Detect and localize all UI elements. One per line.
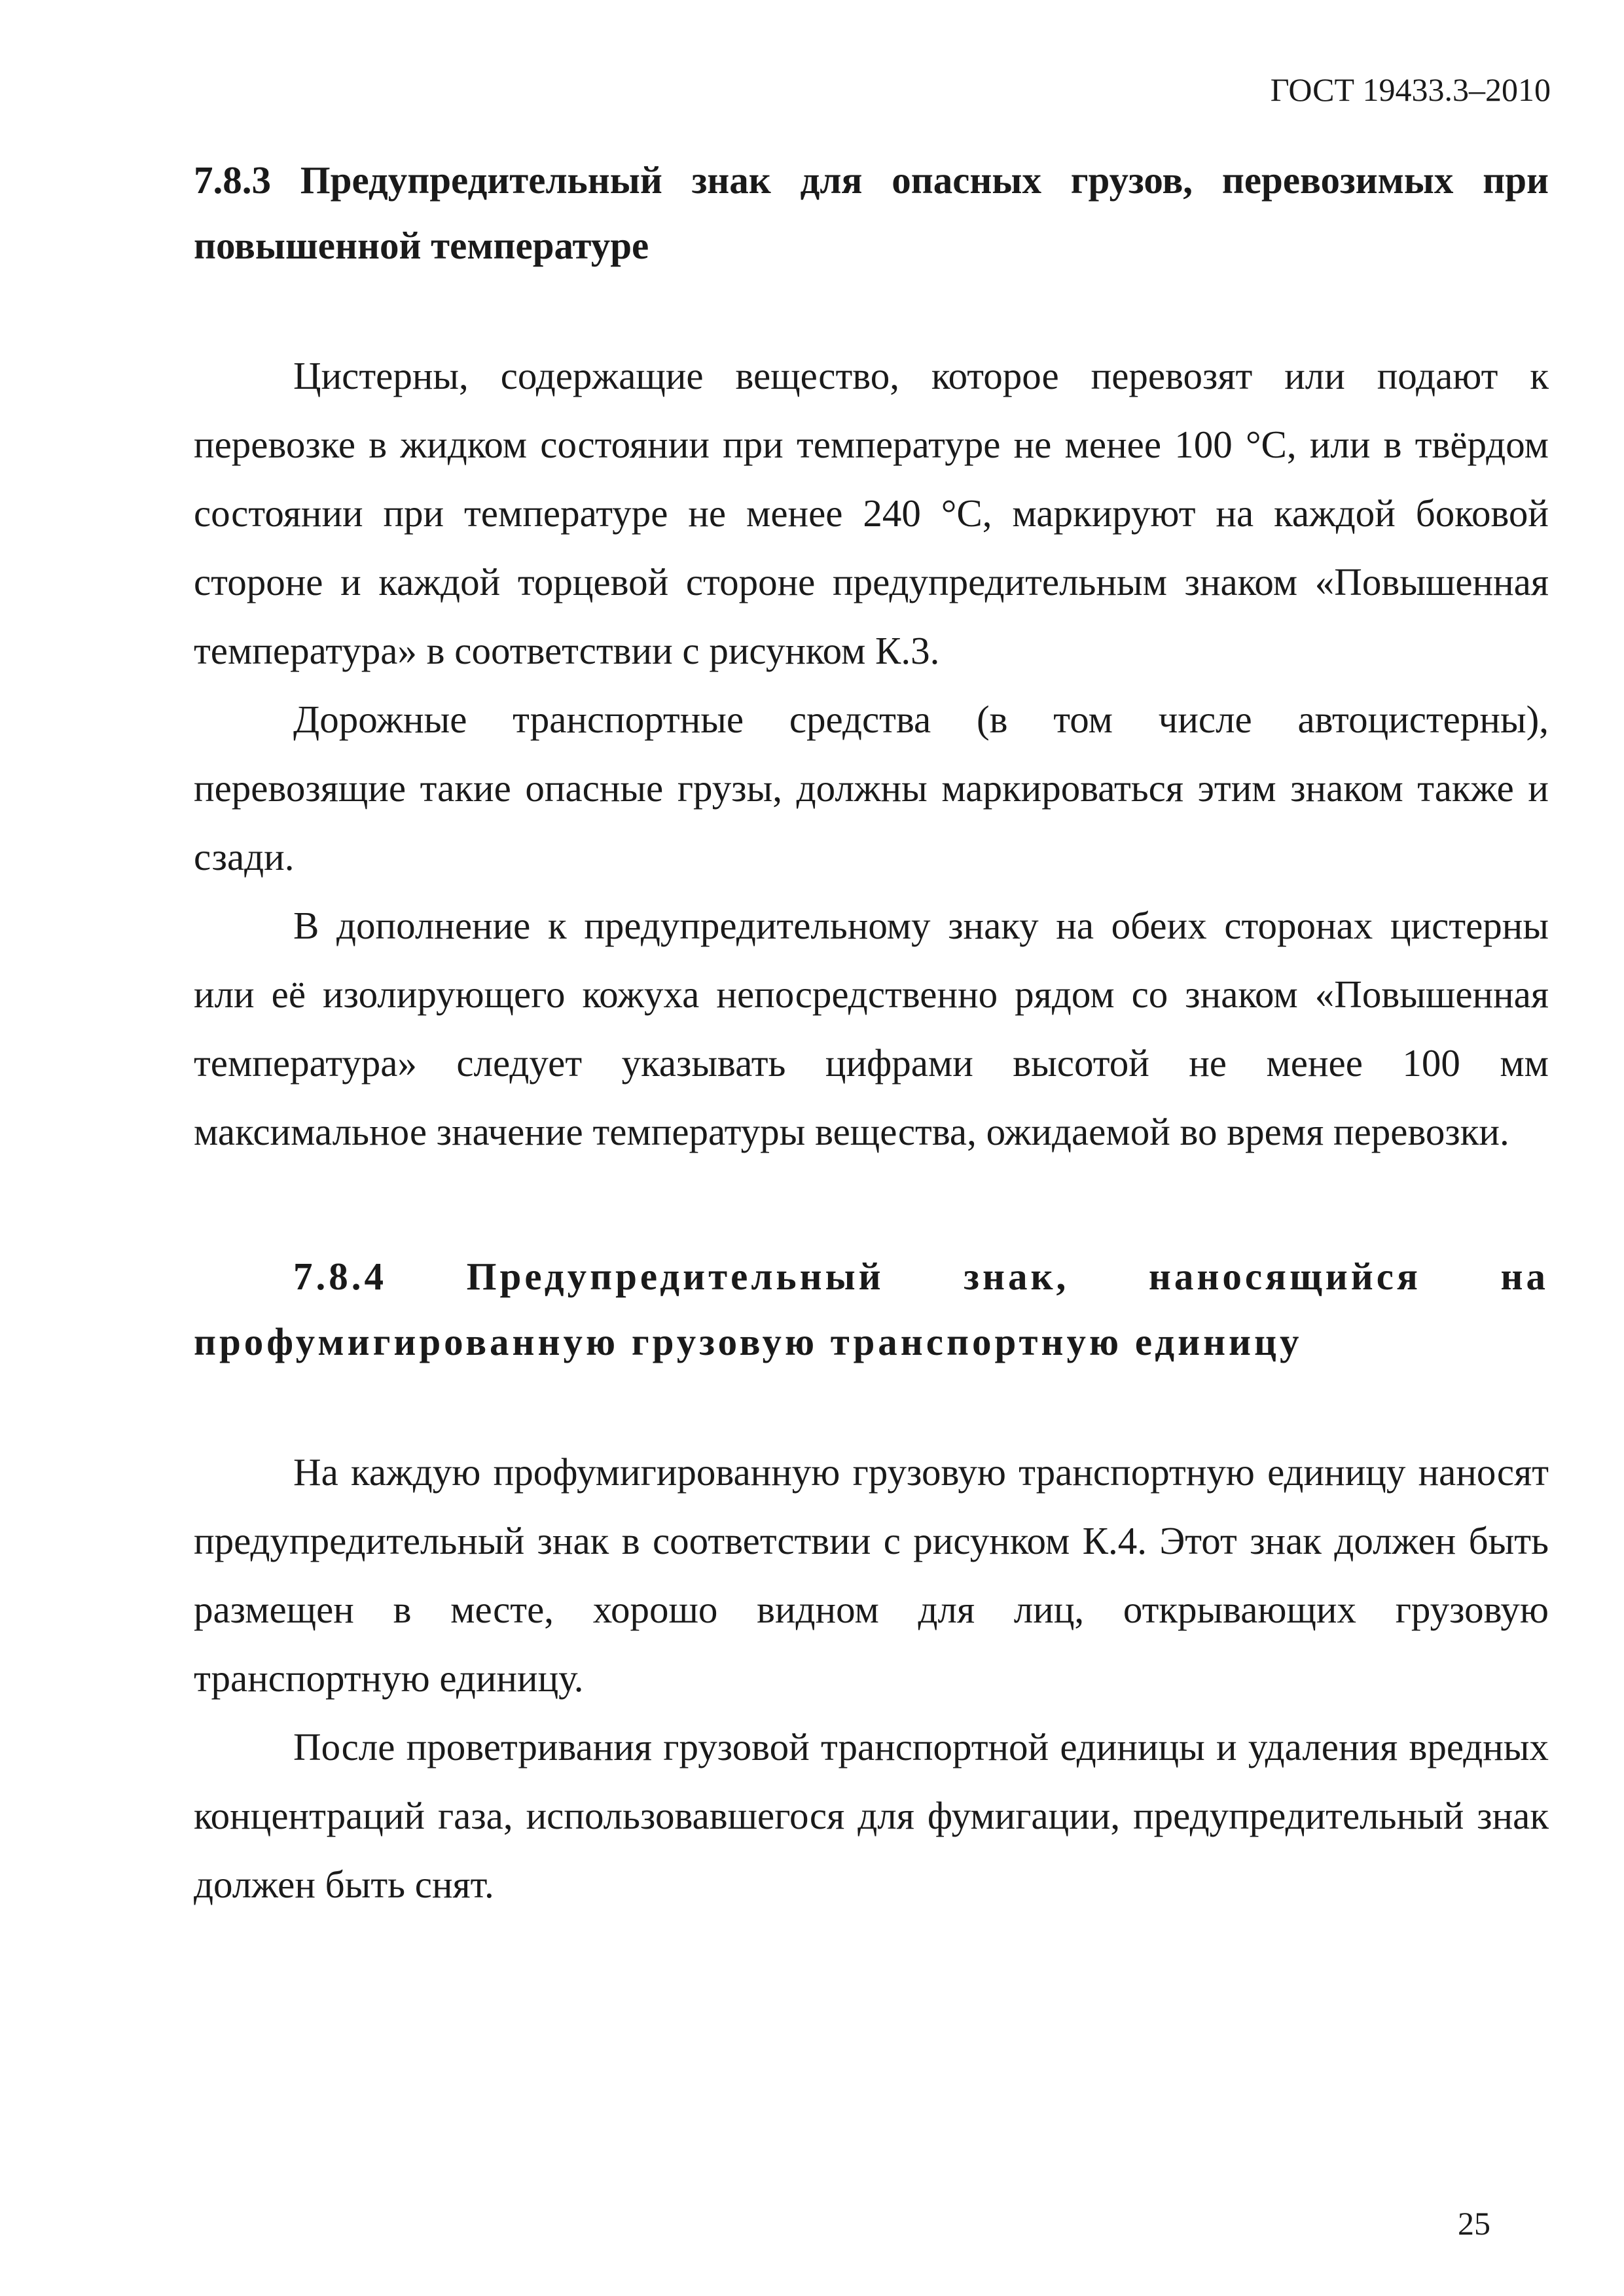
paragraph: Цистерны, содержащие вещество, которое перевозят или подают к перевозке в жидком состоянии при температуре не менее 100 °С, или в твёрдом состоянии при температуре не менее 240 °С, маркируют на каждой боковой стороне и каждой торцевой стороне предупредительным знаком «Повышенная температура» в соответствии с рисунком К.3. [194,354,1549,672]
paragraph: Дорожные транспортные средства (в том числе автоцистерны), перевозящие такие опасные грузы, должны маркироваться этим знаком также и сзади. [194,698,1549,878]
document-standard-number: ГОСТ 19433.3–2010 [1270,71,1551,108]
section-7-8-4 [194,1244,1549,1919]
paragraph: После проветривания грузовой транспортной единицы и удаления вредных концентраций газа, использовавшегося для фумигации, предупредительный знак должен быть снят. [194,1725,1549,1906]
paragraph: На каждую профумигированную грузовую транспортную единицу наносят предупредительный знак в соответствии с рисунком К.4. Этот знак должен быть размещен в месте, хорошо видном для лиц, открывающих грузовую транспортную единицу. [194,1450,1549,1700]
section-heading: 7.8.4 Предупредительный знак, наносящийся на профумигированную грузовую транспортную единицу [194,1255,1549,1363]
document-body [194,147,1549,1919]
paragraph: В дополнение к предупредительному знаку на обеих сторонах цистерны или её изолирующего кожуха непосредственно рядом со знаком «Повышенная температура» следует указывать цифрами высотой не менее 100 мм максимальное значение температуры вещества, ожидаемой во время перевозки. [194,904,1549,1153]
section-7-8-3 [194,147,1549,1166]
page-number: 25 [1458,2205,1490,2242]
section-heading: 7.8.3 Предупредительный знак для опасных грузов, перевозимых при повышенной температуре [194,158,1549,267]
